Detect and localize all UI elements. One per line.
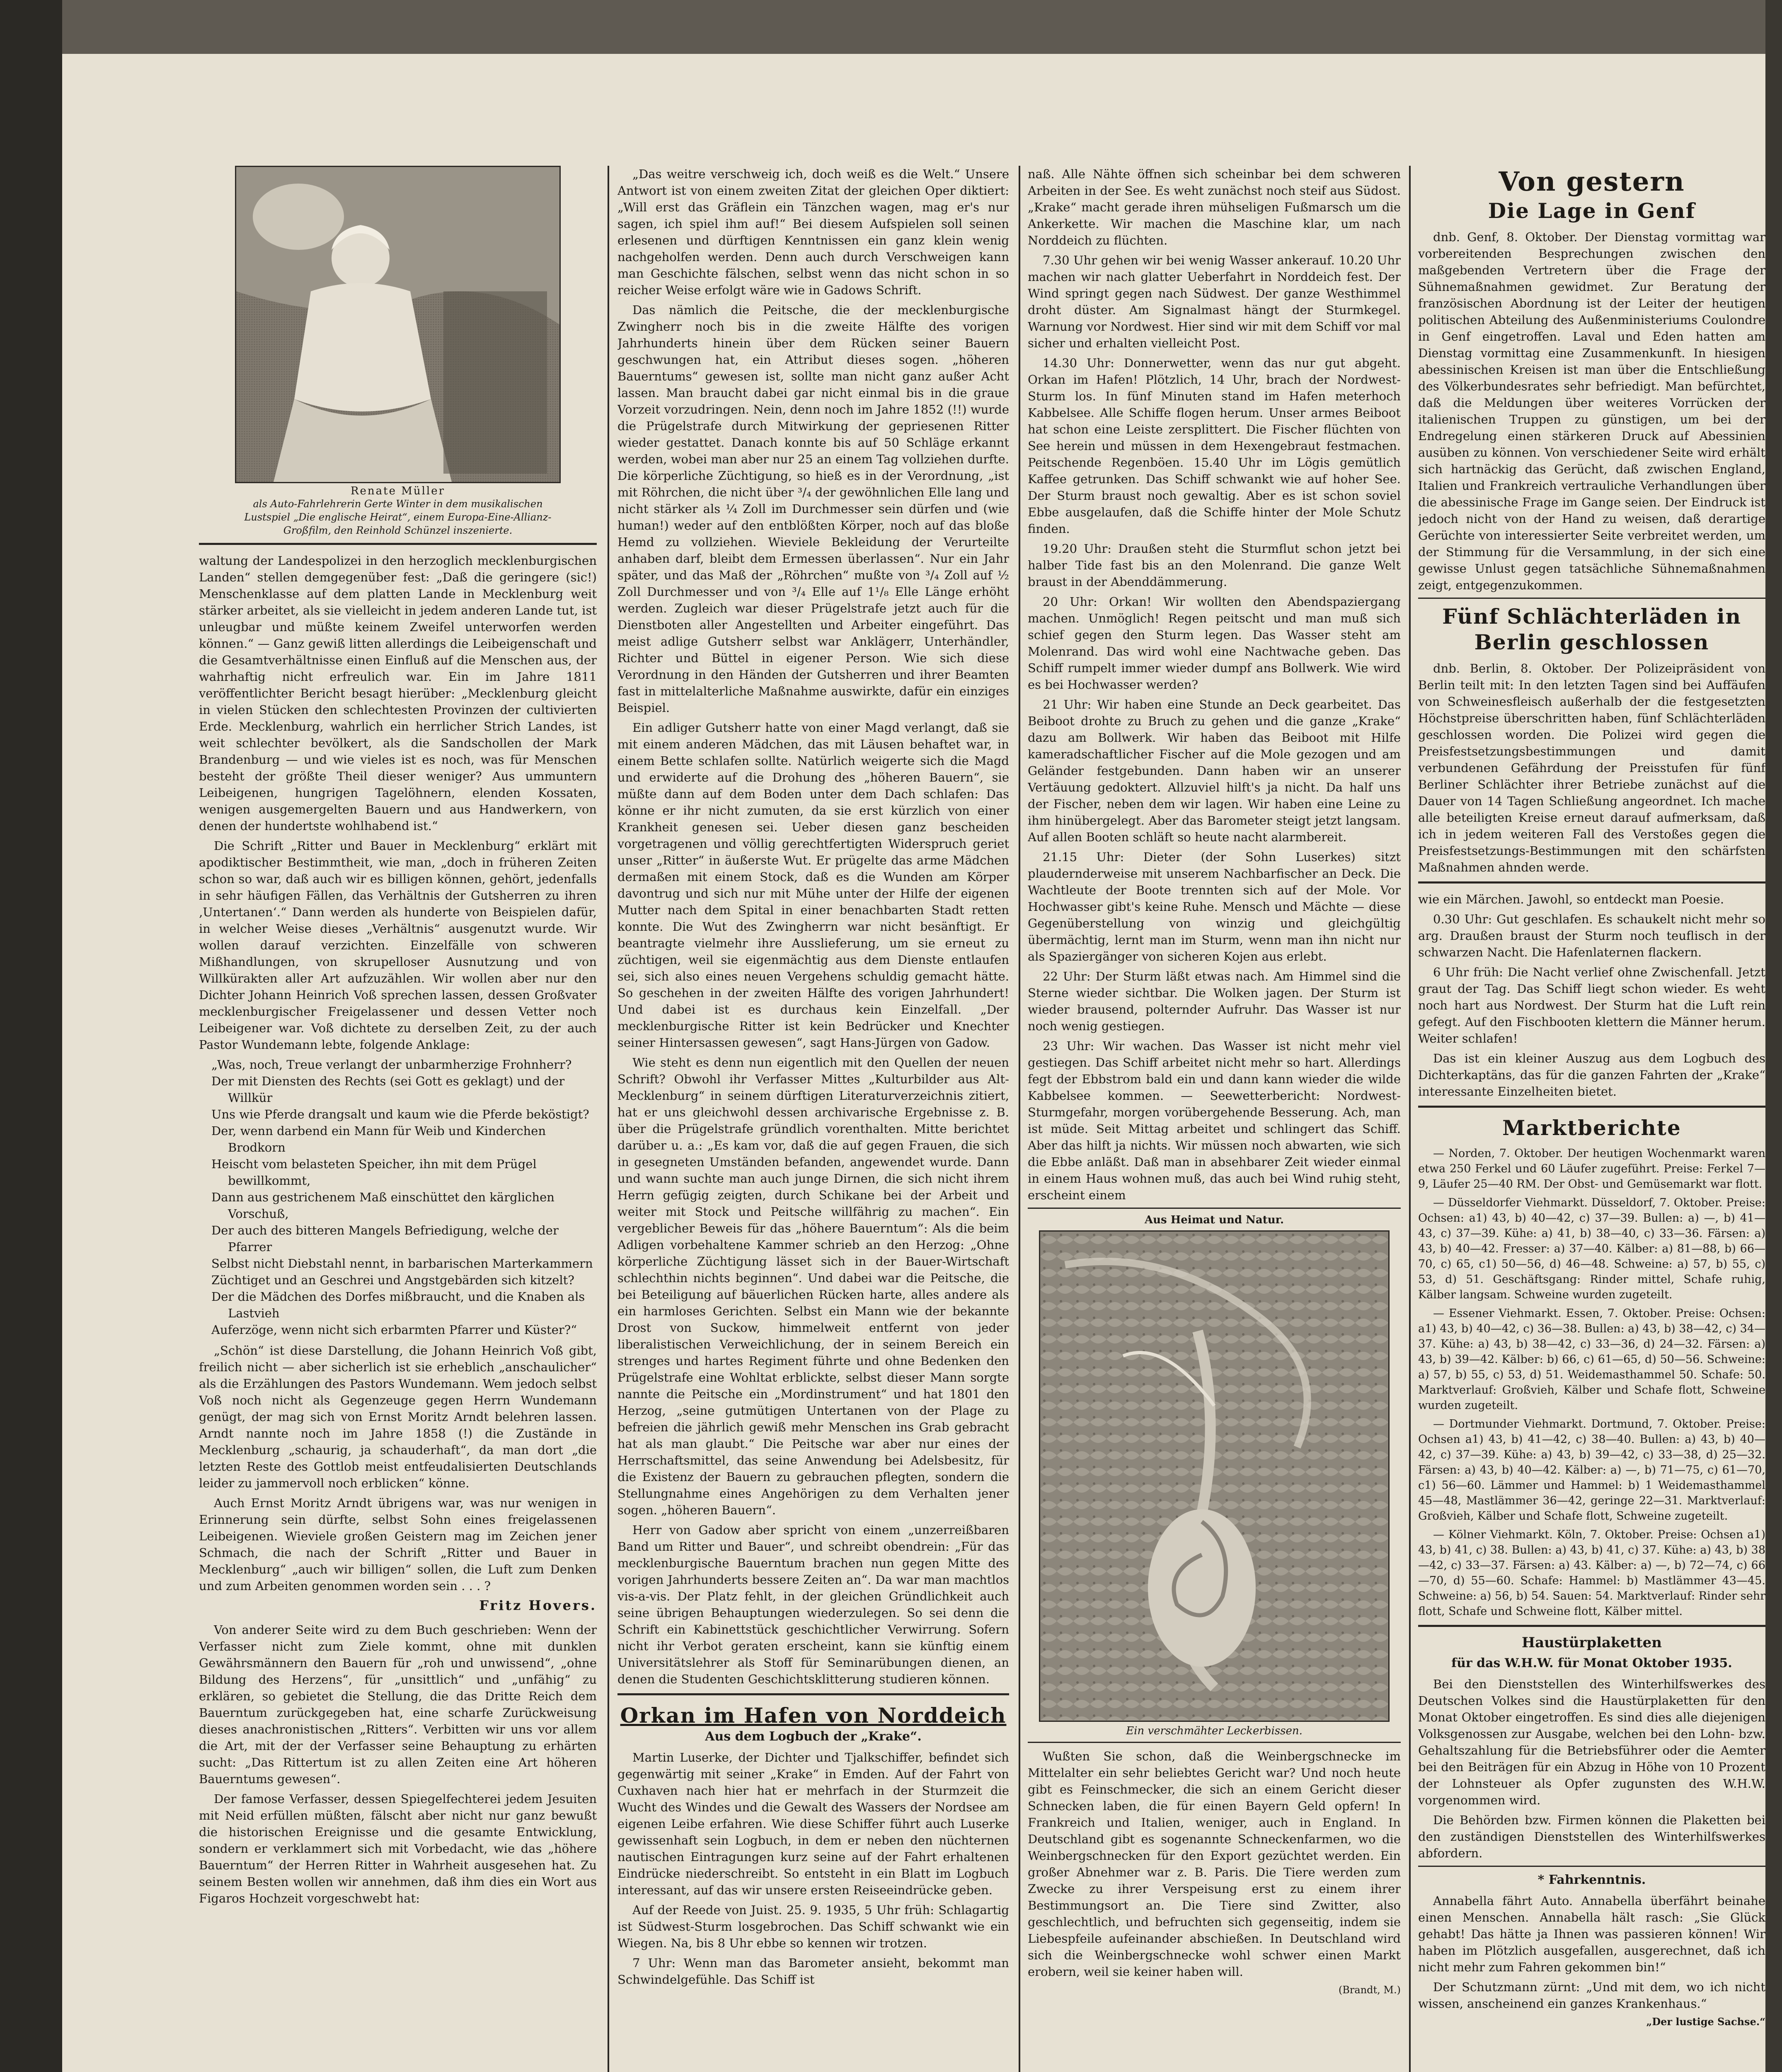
author-signature: Fritz Hovers. xyxy=(479,1598,597,1613)
article-paragraph: wie ein Märchen. Jawohl, so entdeckt man Poesie. xyxy=(1418,892,1724,906)
section-divider xyxy=(1418,1866,1765,1867)
portrait-illustration xyxy=(236,167,559,482)
article-paragraph: Herr von Gadow aber spricht von einem „unzerreißbaren Band um Ritter und Bauer“, und schreibt obendrein: „Für das mecklenburgische Bauerntum brachen nun gegen Mitte des vorigen Jahrhunderts bessere Zeiten an“. Da war man machtlos vis-a-vis. Der Platz fehlt, in der gleichen Gründlichkeit auch seine übrigen Behauptungen wiederzulegen. So sei denn die Schrift ein Kabinettstück geschichtlicher Verwirrung. Sofern nicht ihr Verbot geraten erscheint, kann sie künftig einem Universitätslehrer als Stoff für Seminarübungen dienen, an denen die Studenten Geschichtsklitterung studieren können. xyxy=(617,1523,1009,1686)
section-divider xyxy=(1418,1106,1765,1108)
article-paragraph: 0.30 Uhr: Gut geschlafen. Es schaukelt nicht mehr so arg. Draußen braust der Sturm noch teuflisch in der schwarzen Nacht. Die Hafenlaternen flackern. xyxy=(1418,912,1765,959)
column-rule xyxy=(608,166,609,2072)
article-paragraph: Wußten Sie schon, daß die Weinbergschnecke im Mittelalter ein sehr beliebtes Gericht war? Und noch heute gibt es Feinschmecker, die sich an einem Gericht dieser Schnecken laben, die für einen Bayern Geld opfern! In Frankreich und Italien, weniger, auch in England. In Deutschland gibt es sogenannte Schneckenfarmen, wo die Weinbergschnecken für den Export gezüchtet werden. Ein großer Abnehmer war z. B. Paris. Die Tiere werden zum Zwecke zu ihrer Verspeisung erst zu einem ihrer Bestimmungsort an. Die Tiere sind Zwitter, also geschlechtlich, und befruchten sich gegenseitig, indem sie Liebespfeile aufeinander abschießen. In Deutschland wird sich die Weinbergschnecke wohl schwer einen Markt erobern, weil sie keiner haben will. xyxy=(1028,1749,1401,1979)
column-1 xyxy=(199,166,597,2072)
snail-illustration xyxy=(1040,1232,1388,1721)
poem-line: Der die Mädchen des Dorfes mißbraucht, und die Knaben als Lastvieh xyxy=(211,1290,585,1320)
column-2 xyxy=(617,166,1009,2072)
poem-line: „Was, noch, Treue verlangt der unbarmherzige Frohnherr? xyxy=(211,1058,572,1072)
photo-caption: Ein verschmähter Leckerbissen. xyxy=(1126,1725,1303,1737)
market-report: — Kölner Viehmarkt. Köln, 7. Oktober. Preise: Ochsen a1) 43, b) 41, c) 38. Bullen: a) 43, b) 41, c) 37. Kühe: a) 43, b) 38—42, c) 33—37. Färsen: a) 43. Kälber: a) —, b) 72—74, c) 66—70, d) 55—60. Schafe: Hammel: b) Mastlämmer 43—45. Schweine: a) 56, b) 54. Sauen: 54. Marktverlauf: Rinder sehr flott, Schafe und Schweine flott, Kälber mittel. xyxy=(1418,1528,1765,1618)
section-divider xyxy=(1418,598,1765,599)
source-credit: „Der lustige Sachse.“ xyxy=(1646,2016,1765,2028)
article-paragraph: dnb. Berlin, 8. Oktober. Der Polizeipräsident von Berlin teilt mit: In den letzten Tagen sind bei Auffäufen von Schweinesfleisch außerhalb der die festgesetzten Höchstpreise überschritten haben, fünf Schlächterläden geschlossen worden. Die Polizei wird gegen die Preisfestsetzungsbestimmungen und damit verbundenen Gefährdung der Preisstufen für fünf Berliner Schlächter ihrer Betriebe zunächst auf die Dauer von 14 Tagen Schließung angeordnet. Ich mache alle beteiligten Kreise erneut darauf aufmerksam, daß ich in jedem weiteren Fall des Verstoßes gegen die Preisfestsetzungs-Bestimmungen mit den schärfsten Maßnahmen ahnden werde. xyxy=(1418,661,1765,874)
column-4 xyxy=(1418,166,1765,2072)
section-label: Aus Heimat und Natur. xyxy=(1144,1214,1284,1226)
section-divider xyxy=(1418,881,1765,884)
poem-line: Selbst nicht Diebstahl nennt, in barbarischen Marterkammern xyxy=(211,1256,593,1271)
article-paragraph: Wie steht es denn nun eigentlich mit den Quellen der neuen Schrift? Obwohl ihr Verfasser Mittes „Kulturbilder aus Alt-Mecklenburg“ in seinem dürftigen Literaturverzeichnis zitiert, hat er uns gleichwohl dessen archivarische Ergebnisse z. B. über die Prügelstrafe gründlich vorenthalten. Mitte berichtet darüber u. a.: „Es kam vor, daß die auf gegen Frauen, die sich in gesegneten Umständen befanden, angewendet wurde. Dann und wann suchte man auch junge Dirnen, die sich nicht ihrem Herrn gefügig zeigten, durch Schikane bei der Arbeit und weiter mit Stock und Peitsche willfährig zu machen“. Ein vergeblicher Beweis für das „höhere Bauerntum“: Als die beim Adligen vorbehaltene Kammer schrieb an den Herzog: „Ohne körperliche Züchtigung lässet sich in der Bauer-Wirtschaft schlechthin nichts beginnen“. Und dabei war die Peitsche, die bei Beteiligung auf bäuerlichen Rücken harte, alles andere als ein harmloses Gerichten. Selbst ein Mann wie der bekannte Drost von Suckow, himmelweit entfernt von jeder liberalistischen Verweichlichung, der in seinem Bereich ein strenges und hartes Regiment führte und ohne Bedenken den Prügelstrafe eine Wohltat erblickte, selbst dieser Mann sorgte nannte die Peitsche ein „Mordinstrument“ und hat 1801 den Herzog, „seine gutmütigen Untertanen von der Plage zu befreien die jährlich gewiß mehr Menschen ins Grab gebracht hat als man glaubt.“ Die Peitsche war aber nur eines der Herrschaftsmittel, das seine Anwendung bei Adelsbesitz, für die Existenz der Bauern zu gebrauchen pflegten, sondern die Stellungnahme eines Angehörigen zu dem Verhalten jener sogen. „höheren Bauern“. xyxy=(617,1055,1009,1517)
headline-schlaechterlaeden: Fünf Schlächterläden in Berlin geschlossen xyxy=(1442,604,1741,654)
headline-lage-genf: Die Lage in Genf xyxy=(1488,198,1696,223)
column-rule xyxy=(1409,166,1411,2072)
newspaper-page xyxy=(62,54,1765,2072)
article-paragraph: „Schön“ ist diese Darstellung, die Johann Heinrich Voß gibt, freilich nicht — aber sicherlich ist sie erheblich „anschaulicher“ als die Erzählungen des Pastors Wundemann. Wem jedoch selbst Voß noch nicht als Gegenzeuge gegen Herrn Wundemann genügt, der mag sich von Ernst Moritz Arndt belehren lassen. Arndt nannte noch im Jahre 1858 (!) die Zustände in Mecklenburg „schaurig, ja schauderhaft“, da man dort „die letzten Reste des Gottlob meist entfeudalisierten Deutschlands leider zu jammervoll noch erblicken“ könne. xyxy=(199,1343,597,1490)
market-report: — Norden, 7. Oktober. Der heutigen Wochenmarkt waren etwa 250 Ferkel und 60 Läufer zugeführt. Preise: Ferkel 7—9, Läufer 25—40 RM. Der Obst- und Gemüsemarkt war flott. xyxy=(1418,1147,1765,1191)
poem-line: Dann aus gestrichenem Maß einschüttet den kärglichen Vorschuß, xyxy=(211,1190,554,1221)
section-divider xyxy=(1418,1625,1765,1627)
poem-line: Heischt vom belasteten Speicher, ihn mit dem Prügel bewillkommt, xyxy=(211,1157,537,1188)
article-paragraph: Das nämlich die Peitsche, die der mecklenburgische Zwingherr noch bis in die zweite Hälfte des vorigen Jahrhunderts hinein über dem Rücken seiner Bauern geschwungen hat, ein Attribut dieses sogen. „höheren Bauerntums“ gewesen ist, sollte man nicht ganz außer Acht lassen. Man braucht dabei gar nicht einmal bis in die graue Vorzeit vorzudringen. Nein, denn noch im Jahre 1852 (!!) wurde die Prügelstrafe durch Mitwirkung der gepriesenen Ritter wieder gestattet. Danach konnte bis auf 50 Schläge erkannt werden, wobei man aber nur 25 an einem Tag vollziehen durfte. Die körperliche Züchtigung, so hieß es in der Verordnung, „ist mit Röhrchen, die nicht über ³/₄ der gewöhnlichen Elle lang und nicht stärker als ¼ Zoll im Durchmesser sein dürfen und (wie human!) weder auf den entblößten Körper, noch auf das bloße Hemd zu vollziehen. Wieviele Bekleidung der Verurteilte anhaben darf, bleibt dem Ermessen überlassen“. Nur ein Jahr später, und das Maß der „Röhrchen“ mußte von ³/₄ Zoll auf ½ Zoll Durchmesser und von ³/₄ Elle auf 1¹/₈ Elle Länge erhöht werden. Zugleich war dieser Prügelstrafe jetzt auch für die Dienstboten aller Angestellten und Arbeiter eingeführt. Das meist adlige Gutsherr selbst war Anklägerr, Unterhändler, Richter und Büttel in eigener Person. Wie sich diese Verordnung in den Händen der Gutsherren und ihrer Beamten fast in mittelalterliche Maßnahme auswirkte, dafür ein einziges Beispiel. xyxy=(617,303,1009,715)
article-paragraph: 21 Uhr: Wir haben eine Stunde an Deck gearbeitet. Das Beiboot drohte zu Bruch zu gehen und die ganze „Krake“ dazu am Bollwerk. Wir haben das Beiboot mit Hilfe kameradschaftlicher Fischer auf die Mole gezogen und am Geländer festgebunden. Dann haben wir an unserer Vertäuung gedoktert. Allzuviel hilft's ja nicht. Da half uns der Fischer, neben dem wir lagen. Wir haben eine Leine zu ihm hinübergelegt. Aber das Barometer steigt jetzt langsam. Auf allen Booten schläft so heute nacht alarmbereit. xyxy=(1028,697,1401,844)
section-divider xyxy=(617,1693,1009,1695)
article-paragraph: 7 Uhr: Wenn man das Barometer ansieht, bekommt man Schwindelgefühle. Das Schiff ist xyxy=(617,1956,1009,1987)
headline-von-gestern: Von gestern xyxy=(1499,166,1685,197)
headline-fahrkenntnis: * Fahrkenntnis. xyxy=(1537,1873,1646,1887)
section-divider xyxy=(1028,1742,1401,1743)
article-paragraph: Bei den Dienststellen des Winterhilfswerkes des Deutschen Volkes sind die Haustürplaketten für den Monat Oktober eingetroffen. Es sind dies alle diejenigen Volksgenossen zur Ausgabe, welchen bei den Lohn- bzw. Gehaltszahlung für die Betriebsführer oder die Aemter bei den Beiträgen für ein Abzug in Höhe von 10 Prozent der Lohnsteuer als Opfer zugunsten des W.H.W. vorgenommen wird. xyxy=(1418,1677,1765,1807)
market-report: — Dortmunder Viehmarkt. Dortmund, 7. Oktober. Preise: Ochsen a1) 43, b) 41—42, c) 38—40. Bullen: a) 43, b) 40—42, c) 37—39. Kühe: a) 43, b) 39—42, c) 33—38, d) 25—32. Färsen: a) 43, b) 40—42. Kälber: a) —, b) 71—75, c) 61—70, c1) 56—60. Lämmer und Hammel: b) 1 Weidemasthammel 45—48, Mastlämmer 36—42, geringe 22—31. Marktverlauf: Großvieh, Kälber und Schafe flott, Schweine zugeteilt. xyxy=(1418,1418,1765,1523)
article-paragraph: Auf der Reede von Juist. 25. 9. 1935, 5 Uhr früh: Schlagartig ist Südwest-Sturm losgebrochen. Das Schiff schwankt wie ein Wiegen. Na, bis 8 Uhr ebbe so kennen wir trotzen. xyxy=(617,1903,1009,1950)
section-divider xyxy=(1028,1208,1401,1209)
article-paragraph: Auch Ernst Moritz Arndt übrigens war, was nur wenigen in Erinnerung sein dürfte, selbst Sohn eines freigelassenen Leibeigenen. Wieviele großen Geistern mag im Zeichen jener Schmach, die nach der Schrift „Ritter und Bauer in Mecklenburg“ „auch wir billigen“ sollen, die Luft zum Denken und zum Arbeiten genommen worden sein . . . ? xyxy=(199,1496,597,1593)
poem-line: Uns wie Pferde drangsalt und kaum wie die Pferde beköstigt? xyxy=(211,1107,589,1121)
poem-line: Züchtiget und an Geschrei und Angstgebärden sich kitzelt? xyxy=(211,1273,574,1287)
article-paragraph: 7.30 Uhr gehen wir bei wenig Wasser ankerauf. 10.20 Uhr machen wir nach glatter Ueberfahrt in Norddeich fest. Der Wind springt gegen nach Südwest. Der ganze Westhimmel droht düster. Am Signalmast hängt der Sturmkegel. Warnung vor Nordwest. Hier sind wir mit dem Schiff vor mal sicher und erhalten vielleicht Post. xyxy=(1028,253,1401,350)
column-3 xyxy=(1028,166,1401,2072)
subheadline: für das W.H.W. für Monat Oktober 1935. xyxy=(1451,1656,1732,1670)
article-paragraph: 14.30 Uhr: Donnerwetter, wenn das nur gut abgeht. Orkan im Hafen! Plötzlich, 14 Uhr, brach der Nordwest-Sturm los. In fünf Minuten stand im Hafen meterhoch Kabbelsee. Alle Schiffe flogen herum. Unser armes Beiboot hat schon eine Leiste zersplittert. Die Fischer flüchten von See herein und müssen in dem Hexengebraut festmachen. Peitschende Regenböen. 15.40 Uhr im Lögis gemütlich Kaffee getrunken. Das Schiff schwankt wie auf hoher See. Der Sturm braust noch gewaltig. Aber es ist schon soviel Ebbe ausgelaufen, daß die Schiffe hinter der Mole Schutz finden. xyxy=(1028,356,1401,536)
article-paragraph: Das ist ein kleiner Auszug aus dem Logbuch des Dichterkaptäns, das für die ganzen Fahrten der „Krake“ interessante Einzelheiten bietet. xyxy=(1418,1051,1765,1099)
photo-caption: als Auto-Fahrlehrerin Gerte Winter in dem musikalischen Lustspiel „Die englische Heirat“, einem Europa-Eine-Allianz-Großfilm, den Reinhold Schünzel inszenierte. xyxy=(244,498,552,536)
article-paragraph: naß. Alle Nähte öffnen sich scheinbar bei dem schweren Arbeiten in der See. Es weht zunächst noch steif aus Südost. „Krake“ macht gerade ihren mühseligen Fußmarsch um die Ankerkette. Wir machen die Maschine klar, um nach Norddeich zu flüchten. xyxy=(1028,167,1401,247)
article-paragraph: Martin Luserke, der Dichter und Tjalkschiffer, befindet sich gegenwärtig mit seiner „Krake“ in Emden. Auf der Fahrt von Cuxhaven nach hier hat er mehrfach in der Sturmzeit die Wucht des Windes und die Gewalt des Wassers der Nordsee am eigenen Leibe erfahren. Wie diese Schiffer führt auch Luserke gewissenhaft sein Logbuch, in dem er neben den nüchternen nautischen Eintragungen kurz seine auf der Fahrt erhaltenen Eindrücke niederschreibt. So entsteht in ein Blatt im Logbuch interessant, auf das wir unsere ersten Reiseeindrücke geben. xyxy=(617,1750,1009,1897)
article-paragraph: Der famose Verfasser, dessen Spiegelfechterei jedem Jesuiten mit Neid erfüllen müßten, fälscht aber nicht nur ganz bewußt die historischen Ereignisse und die gesamte Entwicklung, sondern er verklammert sich mit Vorbedacht, wie das „höhere Bauerntum“ der Herren Ritter in Wahrheit ausgesehen hat. Zu seinem Besten wollen wir annehmen, daß ihm dies ein Wort aus Figaros Hochzeit vorgeschwebt hat: xyxy=(199,1792,597,1905)
market-report: — Düsseldorfer Viehmarkt. Düsseldorf, 7. Oktober. Preise: Ochsen: a1) 43, b) 40—42, c) 37—39. Bullen: a) —, b) 41—43, c) 37—39. Kühe: a) 41, b) 38—40, c) 33—36. Färsen: a) 43, b) 40—42. Fresser: a) 37—40. Kälber: a) 81—88, b) 66—70, c) 65, c1) 50—56, d) 46—48. Schweine: a) 57, b) 55, c) 53, d) 51. Geschäftsgang: Rinder mittel, Schafe ruhig, Kälber langsam. Schweine wurden zugeteilt. xyxy=(1418,1196,1765,1301)
photo-snail xyxy=(1039,1230,1390,1722)
photo-credit: (Brandt, M.) xyxy=(1338,1984,1401,1996)
subheadline: Aus dem Logbuch der „Krake“. xyxy=(705,1729,922,1744)
article-paragraph: 19.20 Uhr: Draußen steht die Sturmflut schon jetzt bei halber Tide fast bis an den Molenrand. Die ganze Welt braust in der Abenddämmerung. xyxy=(1028,542,1401,589)
headline-haustuerplaketten: Haustürplaketten xyxy=(1521,1634,1662,1651)
article-paragraph: 6 Uhr früh: Die Nacht verlief ohne Zwischenfall. Jetzt graut der Tag. Das Schiff liegt schon wieder. Es weht noch hart aus Nordwest. Der Sturm hat die Luft rein gefegt. Auf den Fischbooten klettern die Männer herum. Weiter schlafen! xyxy=(1418,965,1765,1046)
article-paragraph: Von anderer Seite wird zu dem Buch geschrieben: Wenn der Verfasser nicht zum Ziele kommt, ohne mit dunklen Gewährsmännern den Bauern für „roh und unwissend“, „ohne Bildung des Herzens“, für „unsittlich“ und „unfähig“ zu erklären, so gebietet die Stellung, die das Dritte Reich dem Bauerntum zurückgegeben hat, eine scharfe Zurückweisung dieses anachronistischen „Ritters“. Verbitten wir uns vor allem die Art, mit der der Verfasser seine Behauptung zu erhärten sucht: „Das Rittertum ist zu allen Zeiten eine Art höheren Bauerntums gewesen“. xyxy=(199,1623,597,1786)
article-paragraph: waltung der Landespolizei in den herzoglich mecklenburgischen Landen“ stellen demgegenüber fest: „Daß die geringere (sic!) Menschenklasse auf dem platten Lande in Mecklenburg weit stärker arbeitet, als sie vielleicht in jedem anderen Lande tut, ist unleugbar und müßte keinem Zweifel unterworfen werden können.“ — Ganz gewiß litten allerdings die Leibeigenschaft und die Gesamtverhältnisse einen Einfluß auf die Menschen aus, der wahrhaftig nicht erfreulich war. Ein im Jahre 1811 veröffentlichter Bericht besagt hierüber: „Mecklenburg gleicht in vielen Stücken den schlechtesten Provinzen der cultivierten Erde. Mecklenburg, wahrlich ein herrlicher Strich Landes, ist weit schlechter bevölkert, als die Sandschollen der Mark Brandenburg — und wie vieles ist es noch, was für Menschen besteht der größte Theil dieser weniger? Aus ummuntern Leibeigenen, hungrigen Tagelöhnern, elenden Kossaten, wenigen ausgemergelten Bauern und aus Handwerkern, von denen der hundertste wohlhabend ist.“ xyxy=(199,554,597,833)
article-paragraph: Die Behörden bzw. Firmen können die Plaketten bei den zuständigen Dienststellen des Winterhilfswerkes abfordern. xyxy=(1418,1813,1765,1860)
section-divider xyxy=(199,543,597,545)
article-paragraph: „Das weitre verschweig ich, doch weiß es die Welt.“ Unsere Antwort ist von einem zweiten Zitat der gleichen Oper diktiert: „Will erst das Gräflein ein Tänzchen wagen, mag er's nur sagen, ich spiel ihm auf!“ Bei diesem Aufspielen soll seinen erlesenen und dürftigen Kenntnissen ein ganz klein wenig nachgeholfen werden. Denn auch durch Verschweigen kann man Geschichte fälschen, selbst wenn das nicht schon in so reicher Weise erfolgt wäre wie in Gadows Schrift. xyxy=(617,167,1009,297)
article-paragraph: Der Schutzmann zürnt: „Und mit dem, wo ich nicht wissen, anscheinend ein ganzes Krankenhaus.“ xyxy=(1418,1980,1765,2011)
headline-marktberichte: Marktberichte xyxy=(1502,1116,1681,1140)
article-paragraph: Annabella fährt Auto. Annabella überfährt beinahe einen Menschen. Annabella hält rasch: „Sie Glück gehabt! Das hätte ja Ihnen was passieren können! Wir haben im Plötzlich ausgefallen, ausgerechnet, daß ich nicht mehr zum Fahren gekommen bin!“ xyxy=(1418,1894,1765,1974)
article-paragraph: 23 Uhr: Wir wachen. Das Wasser ist nicht mehr viel gestiegen. Das Schiff arbeitet nicht mehr so hart. Allerdings fegt der Ebbstrom bald ein und dann kann wieder die wilde Kabbelsee kommen. — Seewetterbericht: Nordwest-Sturmgefahr, morgen vorübergehende Besserung. Ach, man ist müde. Seit Mittag arbeitet und schlingert das Schiff. Aber das hilft ja nichts. Wir müssen noch abwarten, wie sich die Ebbe anläßt. Daß man in absehbarer Zeit wieder einmal in einem Haus wohnen muß, das auch bei Wind ruhig steht, erscheint einem xyxy=(1028,1039,1401,1202)
market-report: — Essener Viehmarkt. Essen, 7. Oktober. Preise: Ochsen: a1) 43, b) 40—42, c) 36—38. Bullen: a) 43, b) 38—42, c) 34—37. Kühe: a) 43, b) 38—42, c) 33—36, d) 24—32. Färsen: a) 43, b) 39—42. Kälber: b) 66, c) 61—65, d) 50—56. Schweine: a) 57, b) 55, c) 53, d) 51. Weidemasthammel 50. Schafe: 50. Marktverlauf: Großvieh, Kälber und Schafe flott, Schweine wurden zugeteilt. xyxy=(1418,1307,1765,1412)
poem-line: Der auch des bitteren Mangels Befriedigung, welche der Pfarrer xyxy=(211,1223,559,1254)
headline-orkan: Orkan im Hafen von Norddeich xyxy=(620,1703,1007,1728)
column-rule xyxy=(1019,166,1020,2072)
poem-line: Auferzöge, wenn nicht sich erbarmten Pfarrer und Küster?“ xyxy=(211,1323,577,1337)
article-paragraph: 22 Uhr: Der Sturm läßt etwas nach. Am Himmel sind die Sterne wieder sichtbar. Die Wolken jagen. Der Sturm ist wieder brausend, polternder Aufruhr. Das Wasser ist nur noch wenig gestiegen. xyxy=(1028,969,1401,1033)
article-paragraph: Die Schrift „Ritter und Bauer in Mecklenburg“ erklärt mit apodiktischer Bestimmtheit, wie man, „doch in früheren Zeiten schon so war, daß auch wir es billigen können, gehört, jedenfalls in sehr häufigen Fällen, das Verhältnis der Gutsherren zu ihren ‚Untertanen‘.“ Dann werden als hunderte von Beispielen dafür, in welcher Weise dieses „Verhältnis“ ausgenutzt wurde. Wir wollen darauf verzichten. Einzelfälle von schweren Mißhandlungen, von skrupelloser Ausnutzung und von Willkürakten aller Art aufzuzählen. Wir wollen aber nur den Dichter Johann Heinrich Voß sprechen lassen, dessen Großvater mecklenburgischer Freigelassener und dessen Vetter noch Leibeigener war. Voß dichtete zu derselben Zeit, zu der auch Pastor Wundemann lebte, folgende Anklage: xyxy=(199,839,597,1052)
photo-portrait xyxy=(235,166,561,483)
article-paragraph: Ein adliger Gutsherr hatte von einer Magd verlangt, daß sie mit einem anderen Mädchen, das mit Läusen behaftet war, in einem Bette schlafen sollte. Natürlich weigerte sich die Magd und erwiderte auf die Drohung des „höheren Bauern“, sie müßte dann auf dem Boden unter dem Dach schlafen: Das könne er ihr nicht zumuten, da sie erst kürzlich von einer Krankheit genesen sei. Ueber diesen ganz bescheiden vorgetragenen und völlig gerechtfertigten Widerspruch geriet unser „Ritter“ in äußerste Wut. Er prügelte das arme Mädchen dermaßen mit einem Stock, daß es die Wunden am Körper davontrug und sich nur mit Mühe unter der Hilfe der eigenen Mutter nach dem Spital in einer benachbarten Stadt retten konnte. Die Wut des Zwingherrn war nicht besänftigt. Er beantragte vielmehr ihre Ausslieferung, um sie erneut zu züchtigen, weil sie eigenmächtig aus dem Dienste entlaufen sei, sich also eines neuen Vergehens schuldig gemacht hätte. So geschehen in der zweiten Hälfte des vorigen Jahrhundert! Und dabei ist es durchaus kein Einzelfall. „Der mecklenburgische Ritter ist kein Bedrücker und Knechter seiner Hintersassen gewesen“, sagt Hans-Jürgen von Gadow. xyxy=(617,721,1009,1050)
poem-line: Der mit Diensten des Rechts (sei Gott es geklagt) und der Willkür xyxy=(211,1074,565,1105)
article-paragraph: 20 Uhr: Orkan! Wir wollten den Abendspaziergang machen. Unmöglich! Regen peitscht und man muß sich schief gegen den Sturm legen. Das Wasser steht am Molenrand. Das wird wohl eine Nachtwache geben. Das Schiff rumpelt immer wieder dumpf ans Bollwerk. Wie wird es bei Hochwasser werden? xyxy=(1028,595,1401,692)
article-paragraph: 21.15 Uhr: Dieter (der Sohn Luserkes) sitzt plaudernderweise mit unserem Nachbarfischer an Deck. Die Wachtleute der Boote trennten sich auf der Mole. Vor Hochwasser gibt's keine Ruhe. Mensch und Mächte — diese Gegenüberstellung von winzig und gleichgültig übermächtig, lernt man im Sturm, wenn man ihn nicht nur als Spaziergänger von sicheren Kojen aus erlebt. xyxy=(1028,850,1401,963)
photo-caption-name: Renate Müller xyxy=(350,485,446,497)
scan-right-edge xyxy=(1765,0,1782,2072)
article-paragraph: dnb. Genf, 8. Oktober. Der Dienstag vormittag war vorbereitenden Besprechungen zwischen den maßgebenden Vertretern über die Frage der Sühnemaßnahmen gewidmet. Zur Beratung der französischen Abordnung ist der Leiter der heutigen politischen Abteilung des Außenministeriums Coulondre in Genf eingetroffen. Laval und Eden hatten am Dienstag vormittag eine Zusammenkunft. In hiesigen abessinischen Kreisen ist man über die Entschließung des Völkerbundesrates sehr befriedigt. Man befürchtet, daß die Meldungen über weiteres Vorrücken der italienischen Truppen zu günstigen, um bei der Endregelung einen stärkeren Druck auf Abessinien ausüben zu können. Von verschiedener Seite wird erhält sich hartnäckig das Gerücht, daß zwischen England, Italien und Frankreich vertrauliche Verhandlungen über die abessinische Frage im Gange seien. Der Eindruck ist jedoch nicht von der Hand zu weisen, daß derartige Gerüchte von interessierter Seite verbreitet werden, um der Stimmung für die Versammlung, in der sich eine gewisse Unlust gegen tatsächliche Sühnemaßnahmen zeigt, entgegenzukommen. xyxy=(1418,230,1765,592)
scan-left-margin xyxy=(0,0,62,2072)
poem-line: Der, wenn darbend ein Mann für Weib und Kinderchen Brodkorn xyxy=(211,1124,546,1155)
